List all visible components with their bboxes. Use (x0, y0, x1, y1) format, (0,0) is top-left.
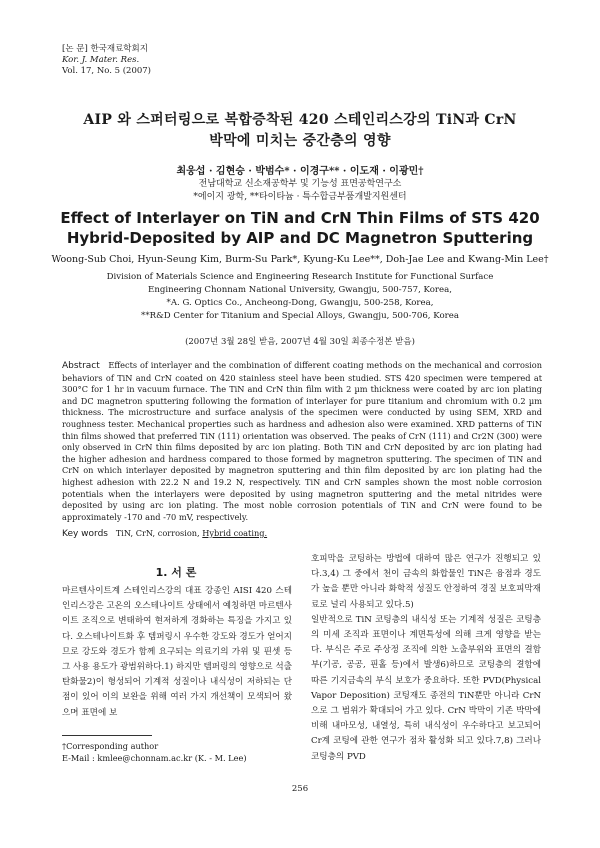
body-paragraph: 일반적으로 TiN 코팅층의 내식성 또는 기계적 성질은 코팅층의 미세 조직과 표면이나 계면특성에 의해 크게 영향을 받는다. 부식은 주로 주상정 조직에 의한 노출부위와 표면의 결함부(기공, 공공, 핀홀 등)에서 발생6)하므로 코팅층의 결함에 따른 기지금속의 부식 보호가 중요하다. 또한 PVD(Physical Vapor Deposition) 코팅재도 종전의 TiN뿐만 아니라 CrN으로 그 범위가 확대되어 가고 있다. CrN 박막이 기존 박막에 비해 내마모성, 내열성, 특히 내식성이 우수하다고 보고되어 Cr계 코팅에 관한 연구가 점차 활성화 되고 있다.7,8) 그러나 코팅층의 PVD (311, 614, 541, 762)
journal-name-ko: [논 문] 한국재료학회지 (62, 44, 148, 54)
body-paragraph: 호피막을 코팅하는 방법에 대하여 많은 연구가 진행되고 있다.3,4) 그 중에서 천이 금속의 화합물인 TiN은 융점과 경도가 높을 뿐만 아니라 화학적 성질도 안정하여 경질 보호피막재료로 널리 사용되고 있다.5) (311, 554, 541, 610)
section-title: 1. 서 론 (155, 566, 197, 579)
keywords-label: Key words (62, 529, 108, 539)
authors-korean: 최웅섭 · 김현승 · 박범수* · 이경구** · 이도재 · 이광민† (176, 166, 424, 177)
footnote (62, 740, 247, 764)
footnote-divider (62, 735, 152, 736)
journal-name-en: Kor. J. Mater. Res. (62, 55, 140, 65)
received-dates: (2007년 3월 28일 받음, 2007년 4월 30일 최종수정본 받음) (185, 337, 415, 347)
affiliation-en-line: Division of Materials Science and Engineering Research Institute for Functional Surface (106, 272, 494, 282)
title-korean-line1: AIP 와 스퍼터링으로 복합증착된 420 스테인리스강의 TiN과 CrN (83, 112, 517, 128)
affiliation-ko-line: 전남대학교 신소재공학부 및 기능성 표면공학연구소 (198, 179, 402, 189)
affiliation-en-line: **R&D Center for Titanium and Special Alloys, Gwangju, 500-706, Korea (141, 311, 459, 321)
abstract (62, 360, 542, 523)
body-paragraph: 마르텐사이트계 스테인리스강의 대표 강종인 AISI 420 스테인리스강은 고온의 오스테나이트 상태에서 예칭하면 마르텐사이트 조직으로 변태하여 현저하게 경화하는 특징을 가지고 있다. 오스테나이트화 후 템퍼링시 우수한 강도와 경도가 얻어지므로 강도와 경도가 함께 요구되는 의료기의 가위 및 핀셋 등 그 사용 용도가 광범위하다.1) 하지만 템퍼링의 영향으로 석출탄화물2)이 형성되어 기계적 성질이나 내식성이 저하되는 단점이 있어 이의 보완을 위해 여러 가지 개선책이 모색되어 왔으며 표면에 보 (62, 586, 292, 718)
title-english-line1: Effect of Interlayer on TiN and CrN Thin Films of STS 420 (60, 209, 540, 227)
title-korean (40, 110, 560, 152)
title-english-line2: Hybrid-Deposited by AIP and DC Magnetron Sputtering (66, 229, 534, 247)
affiliations-english (40, 271, 560, 323)
abstract-label: Abstract (62, 361, 100, 371)
body-column-left (62, 584, 292, 721)
affiliation-en-line: *A. G. Optics Co., Ancheong-Dong, Gwangju, 500-258, Korea, (166, 298, 434, 308)
journal-header (62, 44, 151, 77)
journal-volume: Vol. 17, No. 5 (2007) (62, 66, 152, 76)
footnote-line1: †Corresponding author (62, 741, 159, 751)
keywords (62, 528, 267, 539)
abstract-text: Effects of interlayer and the combination of different coating methods on the mechanical and corrosion behaviors of TiN and CrN coated on 420 stainless steel have been studied. STS 420 specimen were tempered at 300°C for 1 hr in vacuum furnace. The TiN and CrN thin film with 2 µm thickness were coated by arc ion plating and DC magnetron sputtering following the formation of interlayer for pure titanium and chromium with 0.2 µm thickness. The microstructure and surface analysis of the specimen were conducted by using SEM, XRD and roughness tester. Mechanical properties such as hardness and adhesion also were examined. XRD patterns of TiN thin films showed that preferred TiN (111) orientation was observed. The peaks of CrN (111) and Cr2N (300) were only observed in CrN thin films deposited by arc ion plating. Both TiN and CrN deposited by arc ion plating had the higher adhesion and hardness compared to those formed by magnetron sputtering. The specimen of TiN and CrN on which interlayer deposited by magnetron sputtering and thin film deposited by arc ion plating had the highest adhesion with 22.2 N and 19.2 N, respectively. TiN and CrN samples shown the most noble corrosion potentials when the interlayers were deposited by using magnetron sputtering and the metal nitrides were deposited by using arc ion plating. The most noble corrosion potentials of TiN and CrN were found to be approximately -170 and -70 mV, respectively. (62, 360, 542, 522)
footnote-email: E-Mail : kmlee@chonnam.ac.kr (K. - M. Lee) (62, 753, 247, 763)
affiliation-ko-line: *에이지 광학, **타이타늄 · 특수합금부품개발지원센터 (193, 192, 407, 202)
body-column-right (311, 552, 541, 765)
keywords-text: TiN, CrN, corrosion, (115, 528, 200, 538)
authors-english: Woong-Sub Choi, Hyun-Seung Kim, Burm-Su Park*, Kyung-Ku Lee**, Doh-Jae Lee and Kwang-Min Lee† (51, 254, 549, 265)
affiliations-korean (40, 178, 560, 204)
affiliation-en-line: Engineering Chonnam National University, Gwangju, 500-757, Korea, (148, 285, 452, 295)
page-number: 256 (291, 784, 309, 794)
keywords-underlined: Hybrid coating. (202, 528, 268, 538)
title-korean-line2: 박막에 미치는 중간층의 영향 (209, 133, 391, 149)
title-english (40, 208, 560, 248)
